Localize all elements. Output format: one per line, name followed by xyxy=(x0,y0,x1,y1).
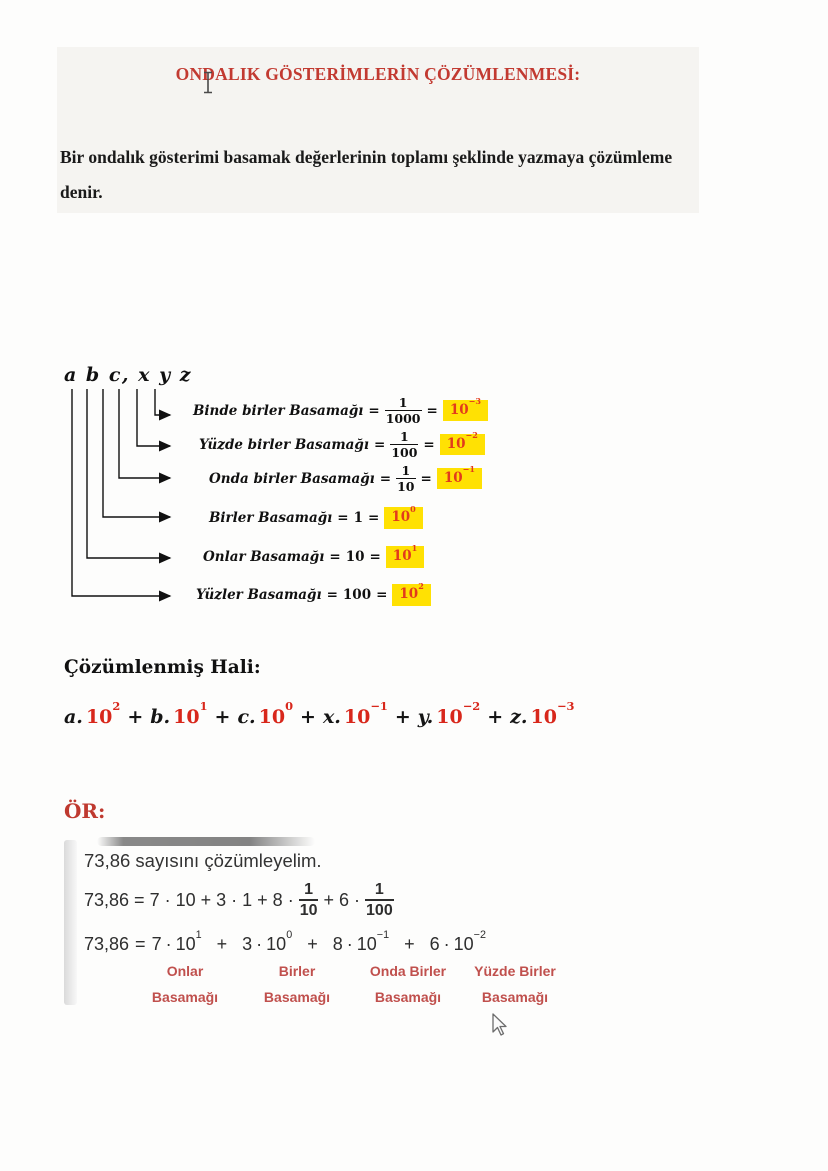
place-row-thousandths: Binde birler Basamağı = $\frac{1}{1000}$ = $10^{-3}$ xyxy=(193,392,488,429)
fraction: $\frac{1}{1000}$ xyxy=(385,394,421,427)
fraction: $\frac{1}{100}$ xyxy=(391,428,418,461)
power-term: $10^{-1}$ xyxy=(343,698,388,728)
example-equation-powers: 73,86 = 7 · $10^1$ + 3 · $10^0$ + 8 · $10^{-1}$ + 6 · $10^{-2}$ xyxy=(84,928,486,954)
text-cursor-ibeam-icon xyxy=(202,71,214,99)
power-term: $10^{-2}$ xyxy=(453,928,486,954)
power-highlight: $10^0$ xyxy=(384,507,422,528)
power-term: $10^{-1}$ xyxy=(356,928,390,954)
place-label-tenths: Onda Birler Basamağı xyxy=(369,963,447,1005)
place-row-label: Binde birler Basamağı xyxy=(193,402,364,419)
power-highlight: $10^1$ xyxy=(386,546,424,567)
fraction: $\frac{1}{10}$ xyxy=(299,881,318,920)
place-row-label: Yüzler Basamağı xyxy=(196,587,322,603)
power-term: $10^{-3}$ xyxy=(530,698,575,728)
place-row-label: Yüzde birler Basamağı xyxy=(199,436,369,453)
left-gray-strip xyxy=(64,840,77,1005)
page-title: ONDALIK GÖSTERİMLERİN ÇÖZÜMLENMESİ: xyxy=(175,64,581,84)
resolved-formula: a. $10^2+ b$. $10^1+ c$. $10^0+ x$. $10^{-1}+ y$. $10^{-2}+ z$. $10^{-3}$ xyxy=(64,698,575,728)
place-row-hundreds: Yüzler Basamağı = 100 = $10^2$ xyxy=(196,583,431,607)
power-term: $10^2$ xyxy=(85,698,121,728)
power-term: $10^0$ xyxy=(258,698,294,728)
example-equation-expanded: 73,86 = 7 · 10 + 3 · 1 + 8 · $\frac{1}{10}$ + 6 · $\frac{1}{100}$ xyxy=(84,881,393,920)
place-row-label: Birler Basamağı xyxy=(209,510,333,526)
place-row-label: Onlar Basamağı xyxy=(203,549,325,565)
diagram-connector-arrows xyxy=(60,385,185,612)
place-row-label: Onda birler Basamağı xyxy=(209,470,375,487)
power-highlight: $10^{-1}$ xyxy=(437,468,482,489)
place-label-tens: Onlar Basamağı xyxy=(151,963,219,1005)
example-prompt: 73,86 sayısını çözümleyelim. xyxy=(84,850,322,871)
power-term: $10^{-2}$ xyxy=(436,698,481,728)
place-row-tenths: Onda birler Basamağı = $\frac{1}{10}$ = $10^{-1}$ xyxy=(209,460,482,497)
digits-label: a b c, x y z xyxy=(64,364,193,386)
power-term: $10^1$ xyxy=(173,698,208,728)
fraction: $\frac{1}{10}$ xyxy=(397,462,415,495)
fraction: $\frac{1}{100}$ xyxy=(366,881,393,920)
power-highlight: $10^{-2}$ xyxy=(440,434,485,455)
place-row-hundredths: Yüzde birler Basamağı = $\frac{1}{100}$ = $10^{-2}$ xyxy=(199,426,485,463)
place-row-tens: Onlar Basamağı = 10 = $10^1$ xyxy=(203,545,424,569)
power-term: $10^0$ xyxy=(266,928,293,954)
example-heading: ÖR: xyxy=(64,799,106,823)
place-label-hundredths: Yüzde Birler Basamağı xyxy=(474,963,556,1005)
resolved-heading: Çözümlenmiş Hali: xyxy=(64,657,261,678)
intro-paragraph: Bir ondalık gösterimi basamak değerlerinin toplamı şeklinde yazmaya çözümleme denir. xyxy=(60,147,673,202)
gray-shadow-bar xyxy=(97,837,315,846)
power-term: $10^1$ xyxy=(175,928,202,954)
power-highlight: $10^{-3}$ xyxy=(443,400,488,421)
mouse-pointer-icon xyxy=(487,1012,509,1045)
place-label-ones: Birler Basamağı xyxy=(263,963,331,1005)
place-row-ones: Birler Basamağı = 1 = $10^0$ xyxy=(209,506,423,530)
power-highlight: $10^2$ xyxy=(392,584,430,605)
